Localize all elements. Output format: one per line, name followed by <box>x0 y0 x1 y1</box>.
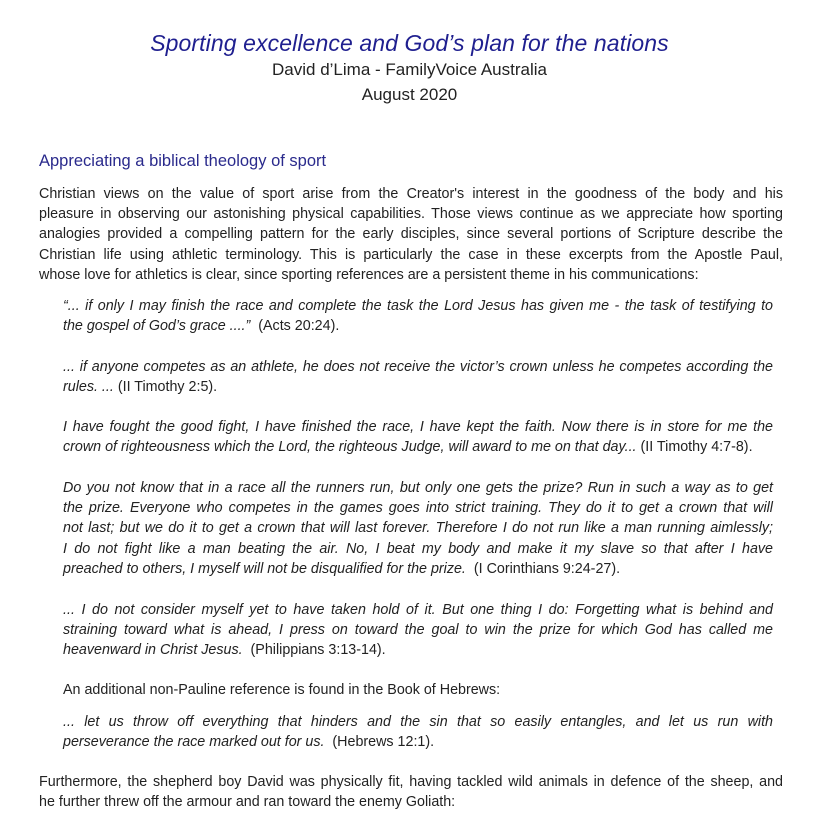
scripture-quote-2-timothy-2 <box>63 357 773 397</box>
hebrews-intro <box>63 680 773 700</box>
scripture-reference: (Acts 20:24). <box>258 318 340 335</box>
scripture-quote-acts <box>63 296 773 336</box>
quote-line: I have fought the good fight, I have finished the race, I have kept the faith. Now there is in store for me the <box>63 419 773 435</box>
scripture-quote-philippians <box>63 600 773 661</box>
quote-line-last <box>63 437 773 457</box>
text-line: whose love for athletics is clear, since sporting references are a persistent theme in his communications: <box>39 266 699 283</box>
quote-text: heavenward in Christ Jesus. <box>63 642 243 659</box>
scripture-quote-hebrews <box>63 712 773 752</box>
document-title: Sporting excellence and God’s plan for the nations <box>150 30 669 56</box>
closing-paragraph <box>39 772 783 812</box>
quote-line: ... if anyone competes as an athlete, he does not receive the victor’s crown unless he competes according the <box>63 359 773 375</box>
quote-line-last <box>63 732 773 752</box>
quote-text: rules. ... <box>63 379 114 396</box>
quote-line-last <box>63 316 773 336</box>
scripture-reference: (I Corinthians 9:24-27). <box>473 560 621 577</box>
quote-line: straining toward what is ahead, I press on toward the goal to win the prize for which God has called me <box>63 622 773 639</box>
scripture-quote-1-corinthians <box>63 478 773 579</box>
scripture-reference: (II Timothy 2:5). <box>117 379 218 396</box>
text-line: analogies provided a compelling pattern for the early disciples, since several portions of Scripture describe the <box>39 226 783 243</box>
quote-line: the prize. Everyone who competes in the games goes into strict training. They do it to get a crown that will <box>63 500 773 517</box>
text-line: An additional non-Pauline reference is found in the Book of Hebrews: <box>63 682 501 698</box>
document-date: August 2020 <box>361 85 458 104</box>
quote-line-last <box>63 559 773 579</box>
intro-paragraph <box>39 184 783 285</box>
text-line: Furthermore, the shepherd boy David was physically fit, having tackled wild animals in defence of the sheep, and <box>39 774 783 790</box>
quote-line: ... let us throw off everything that hinders and the sin that so easily entangles, and let us run with <box>63 714 773 730</box>
quote-text: crown of righteousness which the Lord, the righteous Judge, will award to me on that day... <box>63 439 637 456</box>
quote-line: not last; but we do it to get a crown that will last forever. Therefore I do not run like a man running aimlessly; <box>63 520 773 537</box>
quote-text: perseverance the race marked out for us. <box>63 734 325 751</box>
quote-line-last <box>63 640 773 660</box>
quote-line: ... I do not consider myself yet to have taken hold of it. But one thing I do: Forgetting what is behind and <box>63 602 773 618</box>
quote-text: preached to others, I myself will not be disqualified for the prize. <box>63 560 466 577</box>
document-author: David d’Lima - FamilyVoice Australia <box>272 60 547 79</box>
text-line: Christian views on the value of sport arise from the Creator's interest in the goodness of the body and his <box>39 186 783 202</box>
quote-line: “... if only I may finish the race and complete the task the Lord Jesus has given me - the task of testifying to <box>63 298 773 314</box>
quote-line-last <box>63 377 773 397</box>
text-line: Christian life using athletic terminology. This is particularly the case in these excerpts from the Apostle Paul, <box>39 246 783 263</box>
text-line: he further threw off the armour and ran toward the enemy Goliath: <box>39 794 456 811</box>
section-heading: Appreciating a biblical theology of sport <box>39 152 327 170</box>
scripture-reference: (Philippians 3:13-14). <box>250 642 386 659</box>
text-line: pleasure in observing our astonishing physical capabilities. Those views continue as we appreciate how sporting <box>39 206 783 223</box>
quote-text: the gospel of God’s grace ....” <box>63 318 251 335</box>
quote-line: Do you not know that in a race all the runners run, but only one gets the prize? Run in such a way as to get <box>63 480 773 496</box>
scripture-reference: (Hebrews 12:1). <box>332 734 435 751</box>
scripture-reference: (II Timothy 4:7-8). <box>640 439 753 456</box>
quote-line: I do not fight like a man beating the air. No, I beat my body and make it my slave so that after I have <box>63 540 773 557</box>
scripture-quote-2-timothy-4 <box>63 417 773 457</box>
